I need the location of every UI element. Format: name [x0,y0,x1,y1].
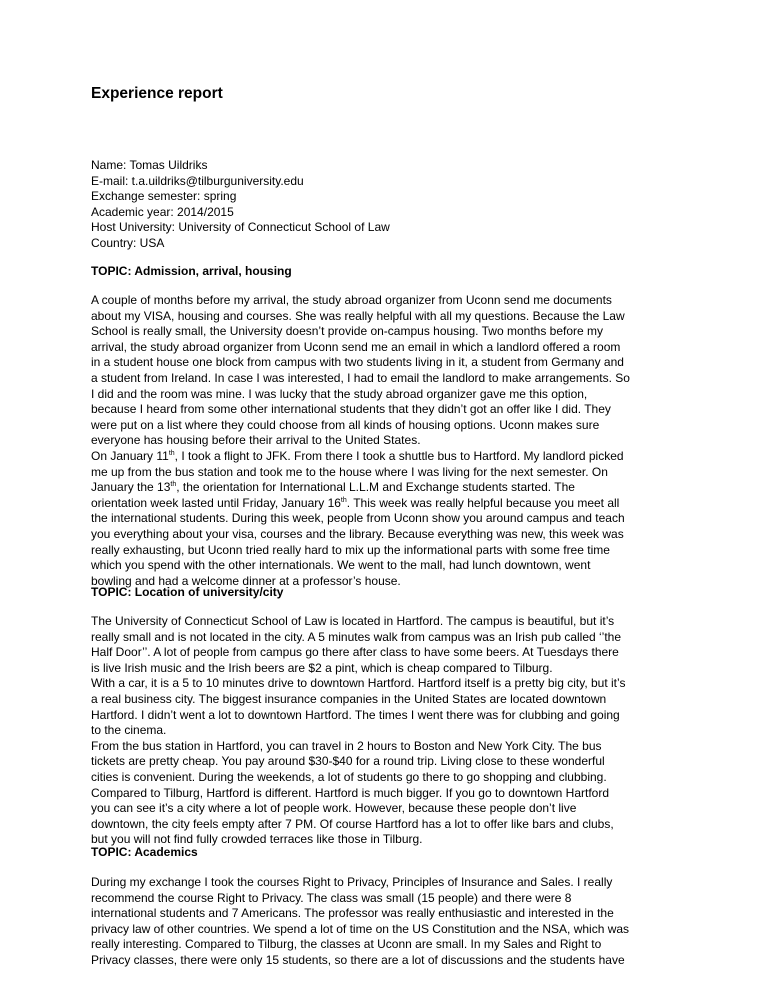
paragraph-line: privacy law of other countries. We spend a lot of time on the US Constitution and the NSA, which was [91,921,630,936]
paragraph-line: A couple of months before my arrival, the study abroad organizer from Uconn send me documents [91,293,612,307]
paragraph-line: international students and 7 Americans. The professor was really enthusiastic and interested in the [91,906,614,921]
paragraph-line: me up from the bus station and took me to the house where I was living for the next semester. On [91,464,608,479]
ordinal-suffix: th [170,481,177,489]
paragraph-line: tickets are pretty cheap. You pay around $30-$40 for a round trip. Living close to these wonderful [91,754,605,769]
paragraph-line: were put on a list where they could choose from all kinds of housing options. Uconn makes sure [91,417,600,432]
paragraph-line: really interesting. Compared to Tilburg, the classes at Uconn are small. In my Sales and Right to [91,937,602,952]
paragraph-line: bowling and had a welcome dinner at a professor’s house. [91,573,401,588]
paragraph-line: I did and the room was mine. I was lucky that the study abroad organizer gave me this option, [91,386,588,401]
section-body-admission [91,293,630,589]
paragraph-line: is live Irish music and the Irish beers are $2 a pint, which is cheap compared to Tilburg. [91,660,553,675]
paragraph-line: Compared to Tilburg, Hartford is different. Hartford is much bigger. If you go to downtown Hartford [91,785,610,800]
paragraph-line: On January 11th, I took a flight to JFK. From there I took a shuttle bus to Hartford. My landlord picked [91,448,624,463]
paragraph-line: Hartford. I didn’t went a lot to downtown Hartford. The times I went there was for clubbing and going [91,707,620,722]
paragraph-line: Half Door’’. A lot of people from campus go there after class to have some beers. At Tuesdays there [91,645,619,660]
paragraph-line: downtown, the city feels empty after 7 PM. Of course Hartford has a lot to offer like bars and clubs, [91,816,614,831]
paragraph-line: to the cinema. [91,723,167,738]
meta-academic-year: Academic year: 2014/2015 [91,204,234,219]
meta-host-university: Host University: University of Connecticut School of Law [91,220,390,235]
ordinal-suffix: th [168,449,175,457]
paragraph-line: in a student house one block from campus with two students living in it, a student from Germany and [91,355,624,370]
paragraph-line: but you will not find fully crowded terraces like those in Tilburg. [91,832,423,847]
meta-email: E-mail: t.a.uildriks@tilburguniversity.edu [91,173,304,188]
paragraph-line: everyone has housing before their arrival to the United States. [91,433,421,448]
paragraph-line: a real business city. The biggest insurance companies in the United States are located downtown [91,691,607,706]
section-heading-admission: TOPIC: Admission, arrival, housing [91,264,292,278]
paragraph-line: With a car, it is a 5 to 10 minutes drive to downtown Hartford. Hartford itself is a pretty big city, but it’s [91,676,626,691]
document-title: Experience report [91,85,223,102]
ordinal-suffix: th [340,496,347,504]
section-body-location [91,614,625,848]
paragraph-line: the international students. During this week, people from Uconn show you around campus and teach [91,511,625,526]
paragraph-line: recommend the course Right to Privacy. The class was small (15 people) and there were 8 [91,890,572,905]
paragraph-line: a student from Ireland. In case I was interested, I had to email the landlord to make arrangements. So [91,370,630,385]
section-heading-academics: TOPIC: Academics [91,845,198,859]
paragraph-line: orientation week lasted until Friday, January 16th. This week was really helpful because you meet all [91,495,620,510]
paragraph-line: From the bus station in Hartford, you can travel in 2 hours to Boston and New York City. The bus [91,738,602,753]
paragraph-line: really exhausting, but Uconn tried really hard to mix up the informational parts with some free time [91,542,610,557]
paragraph-line: School is really small, the University doesn’t provide on-campus housing. Two months before my [91,324,604,339]
meta-name: Name: Tomas Uildriks [91,158,208,172]
paragraph-line: because I heard from some other international students that they didn’t got an offer like I did. They [91,402,611,417]
paragraph-line: you can see it’s a city where a lot of people work. However, because these people don’t live [91,801,577,816]
section-body-academics [91,875,629,969]
section-heading-location: TOPIC: Location of university/city [91,585,284,599]
paragraph-line: During my exchange I took the courses Right to Privacy, Principles of Insurance and Sales. I really [91,875,613,889]
paragraph-line: cities is convenient. During the weekends, a lot of students go there to go shopping and clubbing. [91,769,607,784]
paragraph-line: which you spend with the other internationals. We went to the mall, had lunch downtown, went [91,558,591,573]
meta-country: Country: USA [91,235,165,250]
meta-exchange-semester: Exchange semester: spring [91,189,237,204]
paragraph-line: Privacy classes, there were only 15 students, so there are a lot of discussions and the students have [91,952,625,967]
paragraph-line: really small and is not located in the city. A 5 minutes walk from campus was an Irish pub called ‘’the [91,629,622,644]
paragraph-line: The University of Connecticut School of Law is located in Hartford. The campus is beautiful, but it’s [91,614,615,628]
paragraph-line: you everything about your visa, courses and the library. Because everything was new, this week was [91,526,624,541]
paragraph-line: arrival, the study abroad organizer from Uconn send me an email in which a landlord offered a room [91,339,621,354]
paragraph-line: January the 13th, the orientation for International L.L.M and Exchange students started. The [91,480,575,495]
paragraph-line: about my VISA, housing and courses. She was really helpful with all my questions. Because the Law [91,308,625,323]
personal-info [91,158,390,252]
